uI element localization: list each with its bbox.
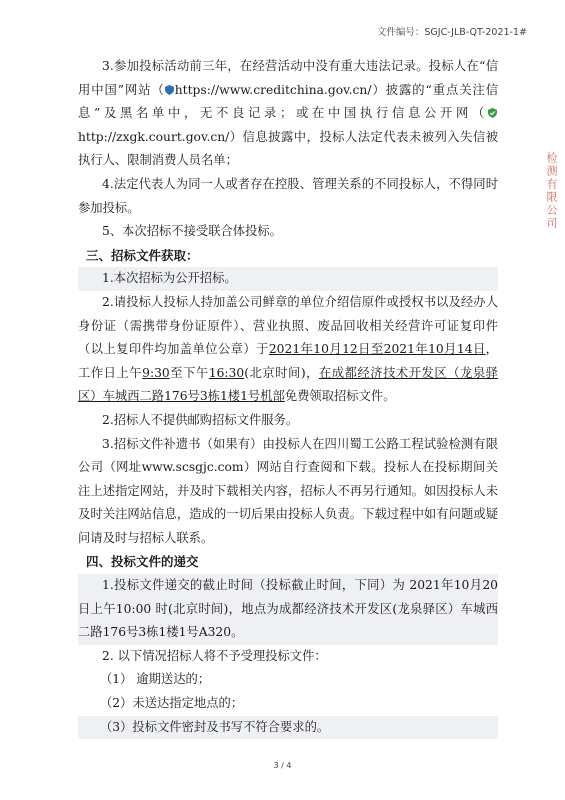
rejection-case-3: （3）投标文件密封及书写不符合要求的。 xyxy=(78,716,498,740)
pickup-end-time: 16:30 xyxy=(208,365,245,380)
section-3-item-3: 2.招标人不提供邮购招标文件服务。 xyxy=(102,412,299,427)
zxgk-link[interactable]: http://zxgk.court.gov.cn/ xyxy=(78,129,230,144)
pickup-date-range: 2021年10月12日至2021年10月14日 xyxy=(268,342,486,357)
section-4-heading: 四、投标文件的递交 xyxy=(86,554,199,570)
document-body xyxy=(78,55,498,739)
item-4-paragraph: 4.法定代表人为同一人或者存在控股、管理关系的不同投标人，不得同时参加投标。 xyxy=(78,176,498,215)
shield-check-icon xyxy=(488,108,497,118)
creditchina-link[interactable]: https://www.creditchina.gov.cn/ xyxy=(174,82,372,97)
pickup-address: 在成都经济技术开发区（龙泉驿区）车城西二路176号3栋1楼1号机部 xyxy=(78,365,498,404)
item-3-paragraph: 3.参加投标活动前三年，在经营活动中没有重大违法记录。投标人在“信用中国”网站（ https://www.creditchina.gov.cn/）披露的“重点关注信息”及黑名单中，无不良记录；或在中国执行信息公开网（http://zxgk.court.gov.cn/）信息披露中，投标人法定代表未被列入失信被执行人、限制消费人员名单； xyxy=(78,59,498,168)
section-4-item-1: 1.投标文件递交的截止时间（投标截止时间，下同）为 2021年10月20日上午10:00 时(北京时间)，地点为成都经济技术开发区(龙泉驿区）车城西二路176号3栋1楼1号A320。 xyxy=(78,574,498,645)
rejection-case-1: （1） 逾期送达的； xyxy=(100,672,211,687)
page-number: 3 / 4 xyxy=(273,761,292,770)
seal-text: 检测有限公司 xyxy=(545,152,558,230)
section-3-item-1: 1.本次招标为公开招标。 xyxy=(78,267,498,291)
section-3-heading: 三、招标文件获取： xyxy=(86,247,199,263)
section-3-item-4: 3.招标文件补遗书（如果有）由投标人在四川蜀工公路工程试验检测有限公司（网址www.scsgjc.com）网站自行查阅和下载。投标人在投标期间关注上述指定网站，并及时下载相关内容，招标人不再另行通知。如因投标人未及时关注网站信息，造成的一切后果由投标人负责。下载过程中如有问题或疑问请及时与招标人联系。 xyxy=(78,436,498,545)
document-number: 文件编号：SGJC-JLB-QT-2021-1# xyxy=(376,27,527,38)
section-4-item-2: 2. 以下情况招标人将不予受理投标文件： xyxy=(102,648,327,663)
shield-icon xyxy=(165,85,174,95)
section-3-item-2: 2.请投标人投标人持加盖公司鲜章的单位介绍信原件或授权书以及经办人身份证（需携带身份证原件）、营业执照、废品回收相关经营许可证复印件（以上复印件均加盖单位公章）于2021年10月12日至2021年10月14日，工作日上午9:30至下午16:30(北京时间)，在成都经济技术开发区（龙泉驿区）车城西二路176号3栋1楼1号机部免费领取招标文件。 xyxy=(78,294,498,404)
pickup-start-time: 9:30 xyxy=(142,365,170,380)
rejection-case-2: （2）未送达指定地点的； xyxy=(100,696,244,711)
company-seal xyxy=(525,140,565,310)
item-5-paragraph: 5、本次招标不接受联合体投标。 xyxy=(102,224,282,239)
